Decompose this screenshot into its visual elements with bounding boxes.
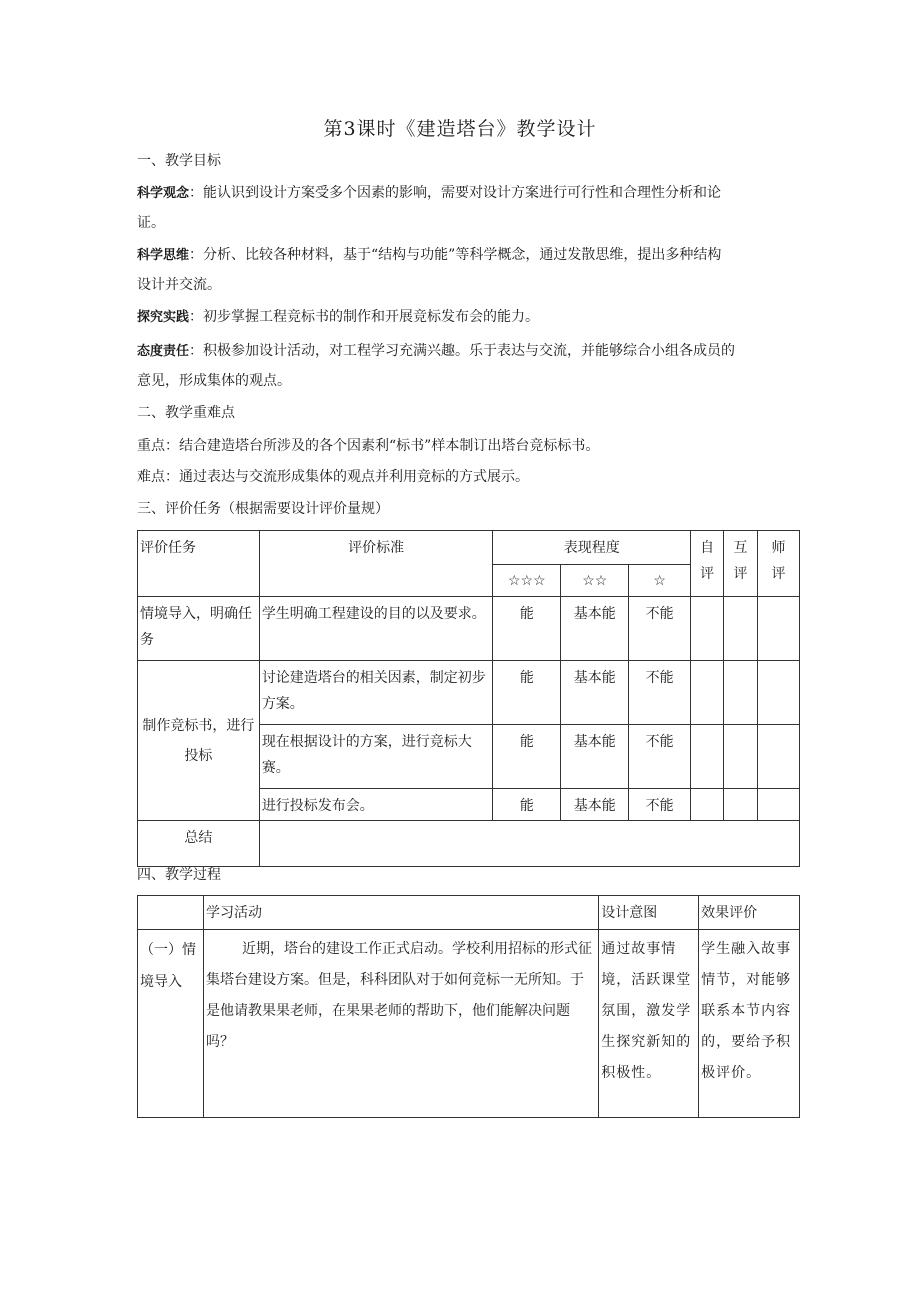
standard-cell: 讨论建造塔台的相关因素，制定初步方案。: [259, 661, 493, 725]
page-title: 第3课时《建造塔台》教学设计: [323, 118, 597, 140]
goal-text-cont: 意见，形成集体的观点。: [137, 373, 291, 389]
peer-score-cell: [724, 789, 758, 821]
level-no: 不能: [629, 597, 691, 661]
summary-cell: [259, 821, 799, 867]
task-cell: 制作竞标书，进行投标: [138, 661, 260, 821]
self-score-cell: [691, 789, 724, 821]
header-self-1: 自: [700, 540, 715, 556]
level-yes: 能: [493, 725, 561, 789]
header-peer-1: 互: [733, 540, 748, 556]
header-peer: [724, 531, 758, 597]
goal-text-cont: 设计并交流。: [137, 277, 221, 293]
level-yes: 能: [493, 789, 561, 821]
activity-text: 近期，塔台的建设工作正式启动。学校利用招标的形式征集塔台建设方案。但是，科科团队对于如何竞标一无所知。于是他请教果果老师，在果果老师的帮助下，他们能解决问题吗？: [203, 930, 598, 1118]
header-peer-2: 评: [733, 566, 748, 582]
goal-inquiry-practice: [137, 306, 539, 326]
level-basic: 基本能: [561, 661, 629, 725]
header-level: 表现程度: [493, 531, 691, 565]
header-self: [691, 531, 724, 597]
section-heading-process: 四、教学过程: [137, 867, 221, 883]
goal-label: 科学观念: [137, 186, 190, 201]
goal-text: ：分析、比较各种材料，基于“结构与功能”等科学概念，通过发散思维，提出多种结构: [189, 247, 722, 263]
header-three-stars: ☆☆☆: [493, 565, 561, 597]
section-heading-goals: 一、教学目标: [137, 153, 221, 169]
key-point: 重点：结合建造塔台所涉及的各个因素利“标书”样本制订出塔台竞标标书。: [137, 438, 600, 454]
goal-science-concept: [137, 182, 721, 202]
header-teacher-2: 评: [771, 566, 786, 582]
header-one-star: ☆: [629, 565, 691, 597]
effect-text: 学生融入故事情节，对能够联系本节内容的，要给予积极评价。: [699, 930, 800, 1118]
standard-cell: 进行投标发布会。: [259, 789, 493, 821]
level-yes: 能: [493, 661, 561, 725]
level-basic: 基本能: [561, 725, 629, 789]
level-yes: 能: [493, 597, 561, 661]
level-basic: 基本能: [561, 789, 629, 821]
peer-score-cell: [724, 661, 758, 725]
self-score-cell: [691, 597, 724, 661]
header-teacher-1: 师: [771, 540, 786, 556]
goal-label: 态度责任: [137, 344, 190, 359]
step-label: （一）情境导入: [138, 930, 204, 1118]
goal-text: ：能认识到设计方案受多个因素的影响，需要对设计方案进行可行性和合理性分析和论: [189, 185, 722, 201]
level-no: 不能: [629, 661, 691, 725]
goal-label: 探究实践: [137, 310, 190, 325]
teacher-score-cell: [758, 725, 800, 789]
evaluation-table: [137, 530, 800, 867]
header-effect: 效果评价: [699, 896, 800, 930]
process-table: [137, 895, 800, 1118]
goal-text: ：初步掌握工程竞标书的制作和开展竞标发布会的能力。: [189, 309, 540, 325]
task-cell: 情境导入，明确任务: [138, 597, 260, 661]
goal-attitude: [137, 340, 735, 360]
header-step: [138, 896, 204, 930]
standard-cell: 学生明确工程建设的目的以及要求。: [259, 597, 493, 661]
section-heading-evaluation: 三、评价任务（根据需要设计评价量规）: [137, 501, 389, 517]
header-activity: 学习活动: [203, 896, 598, 930]
self-score-cell: [691, 661, 724, 725]
teacher-score-cell: [758, 597, 800, 661]
header-standard: 评价标准: [259, 531, 493, 597]
goal-text: ：积极参加设计活动，对工程学习充满兴趣。乐于表达与交流，并能够综合小组各成员的: [189, 343, 736, 359]
section-heading-key-points: 二、教学重难点: [137, 405, 235, 421]
goal-text-cont: 证。: [137, 215, 165, 231]
header-self-2: 评: [700, 566, 715, 582]
peer-score-cell: [724, 725, 758, 789]
header-two-stars: ☆☆: [561, 565, 629, 597]
intent-text: 通过故事情境，活跃课堂氛围，激发学生探究新知的积极性。: [599, 930, 699, 1118]
difficulty-point: 难点：通过表达与交流形成集体的观点并利用竞标的方式展示。: [137, 469, 529, 485]
summary-label: 总结: [138, 821, 260, 867]
header-task: 评价任务: [138, 531, 260, 597]
teacher-score-cell: [758, 661, 800, 725]
goal-science-thinking: [137, 244, 721, 264]
self-score-cell: [691, 725, 724, 789]
header-teacher: [758, 531, 800, 597]
level-basic: 基本能: [561, 597, 629, 661]
header-intent: 设计意图: [599, 896, 699, 930]
peer-score-cell: [724, 597, 758, 661]
level-no: 不能: [629, 789, 691, 821]
level-no: 不能: [629, 725, 691, 789]
teacher-score-cell: [758, 789, 800, 821]
goal-label: 科学思维: [137, 248, 190, 263]
standard-cell: 现在根据设计的方案，进行竞标大赛。: [259, 725, 493, 789]
